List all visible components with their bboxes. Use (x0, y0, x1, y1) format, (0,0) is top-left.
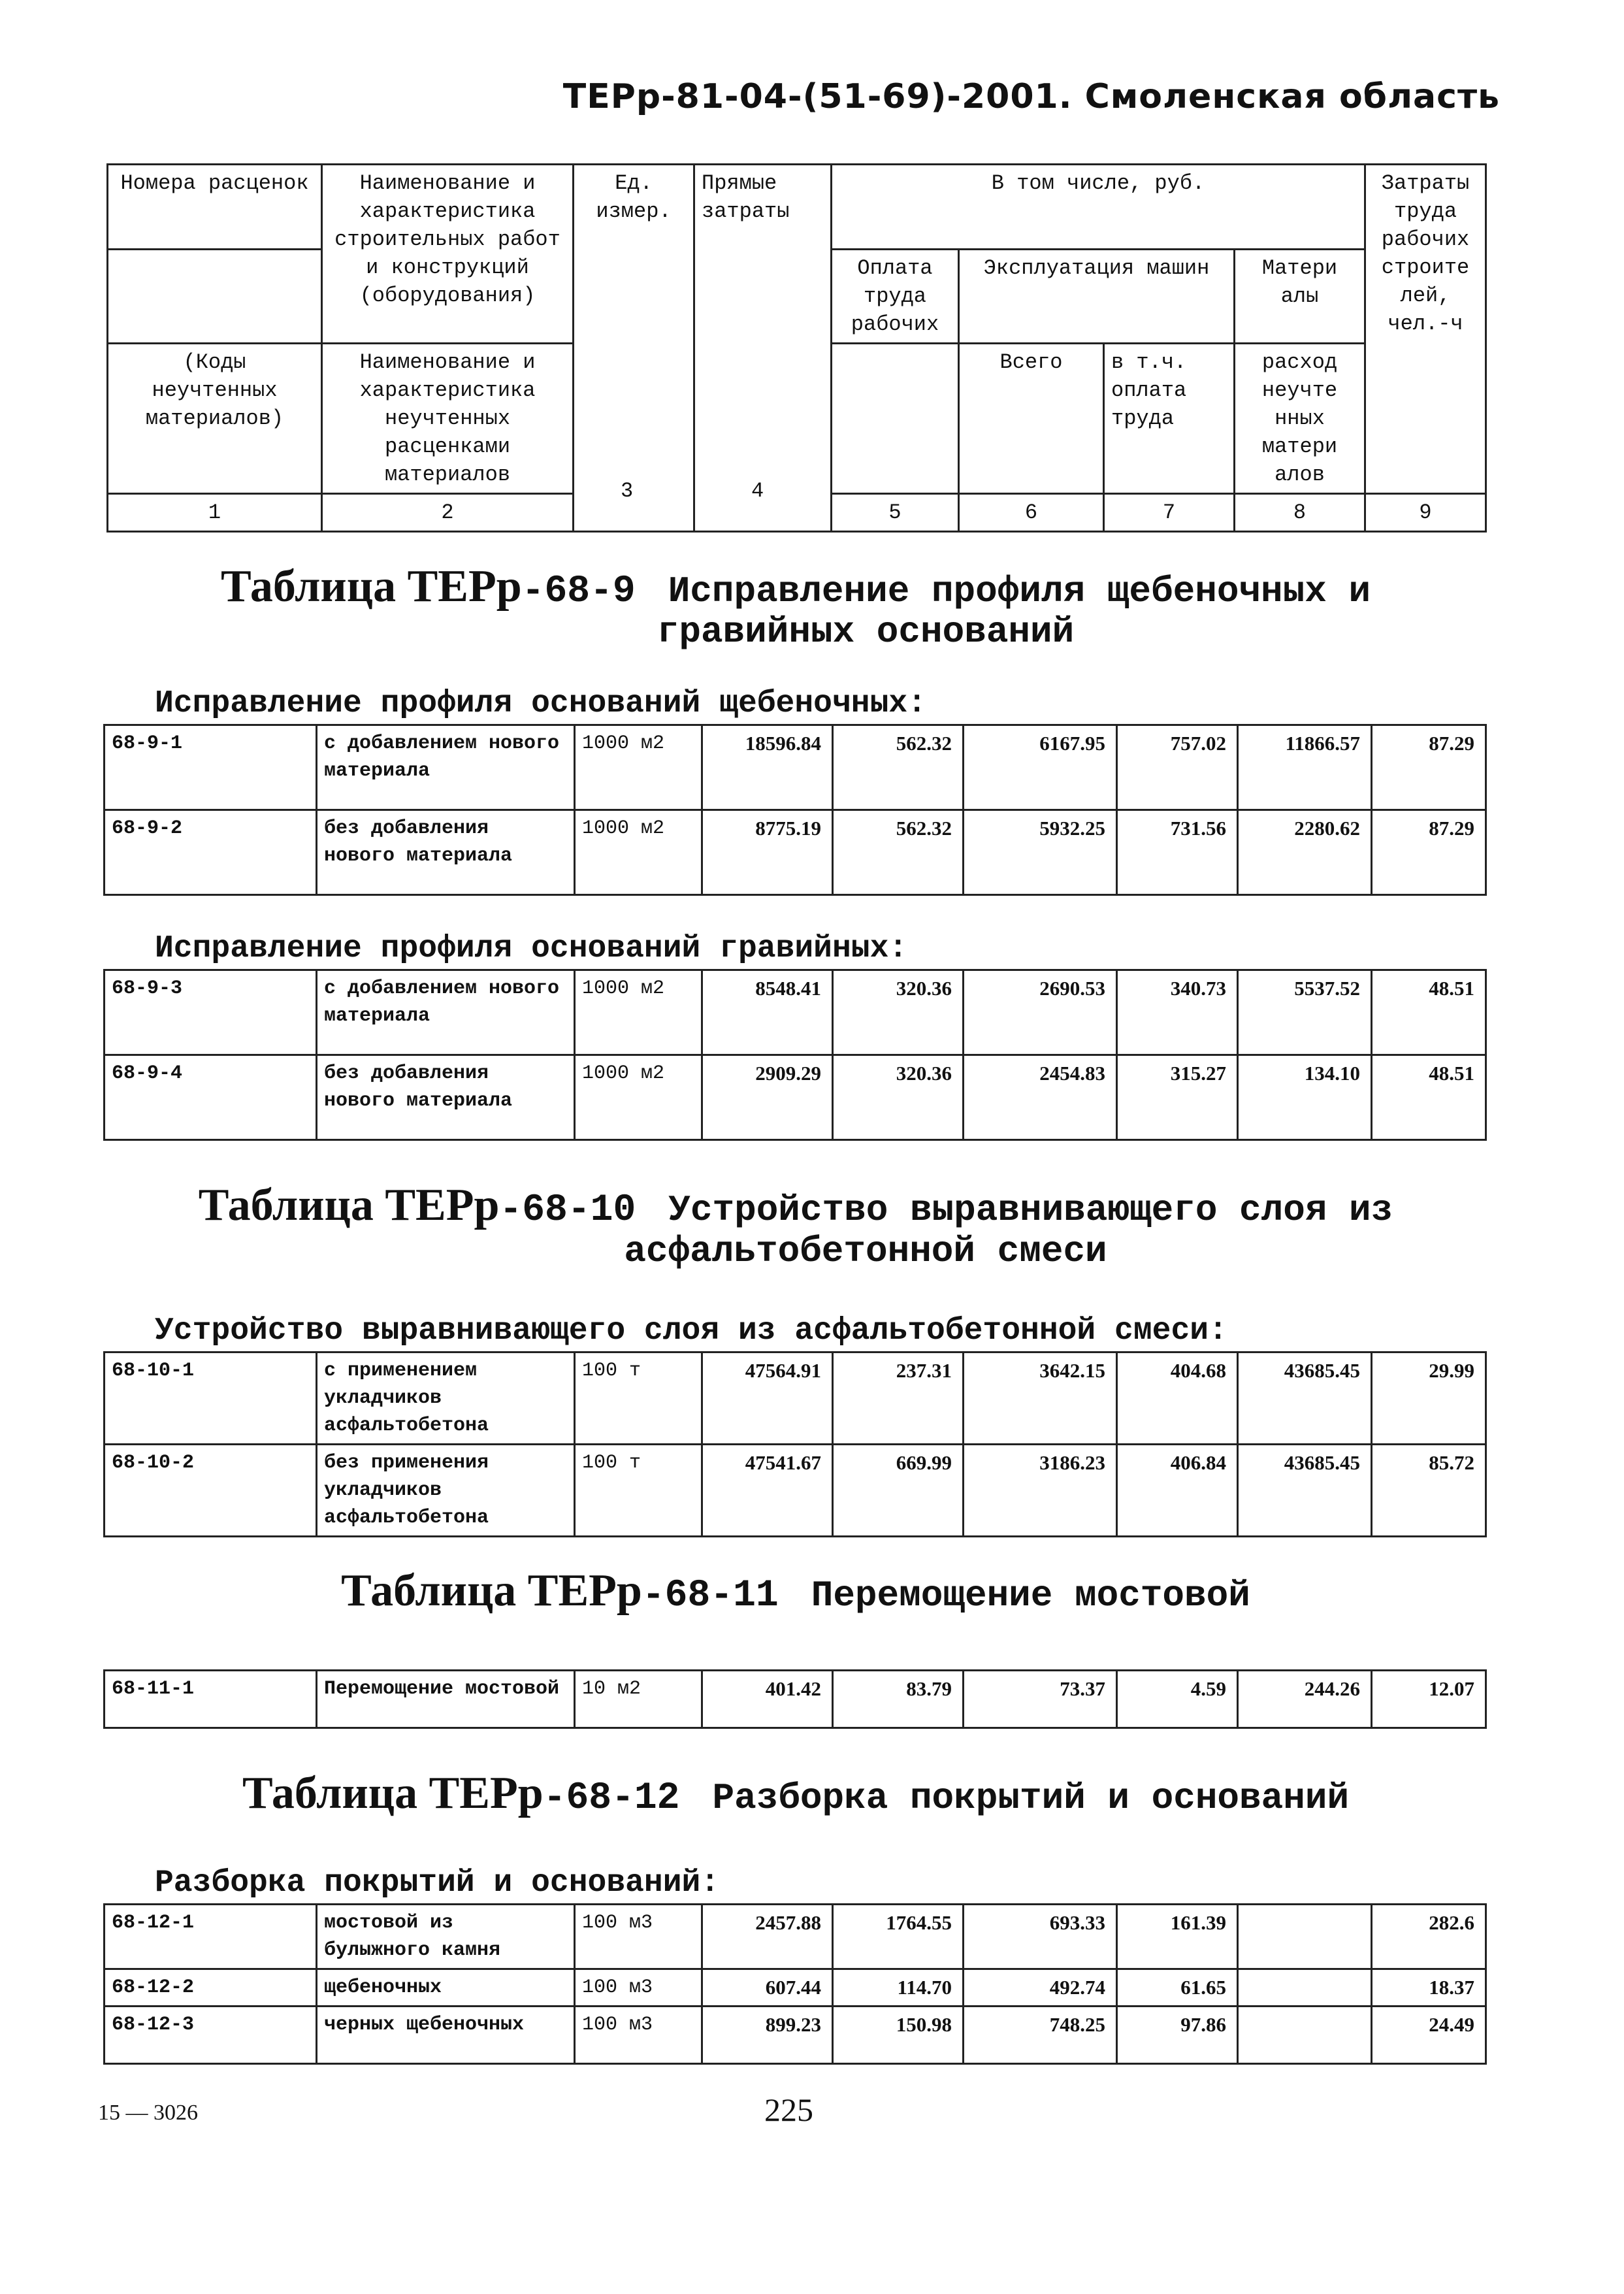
rate-code: 68-11-1 (105, 1671, 317, 1728)
direct-costs: 899.23 (702, 2007, 833, 2064)
rate-unit: 1000 м2 (575, 970, 702, 1055)
machines-labor: 404.68 (1117, 1352, 1238, 1445)
rate-code: 68-12-1 (105, 1905, 317, 1969)
col-header-name: Наименование и характеристика строительных работ и конструкций (оборудования) (322, 165, 574, 344)
col-number-3: 3 (621, 479, 634, 503)
rate-code: 68-10-2 (105, 1445, 317, 1537)
materials: 244.26 (1238, 1671, 1372, 1728)
rate-unit: 1000 м2 (575, 725, 702, 810)
machines-total: 2690.53 (964, 970, 1117, 1055)
labor-hours: 29.99 (1372, 1352, 1486, 1445)
machines-labor: 61.65 (1117, 1969, 1238, 2007)
col-header-labor-hours: Затраты труда рабочих строите лей, чел.-ч (1365, 165, 1486, 494)
col-header-material-usage: расход неучте нных матери алов (1235, 344, 1365, 494)
rate-unit: 100 м3 (575, 1905, 702, 1969)
column-header-table (106, 163, 1487, 533)
table-row (105, 725, 1486, 810)
table-row (105, 970, 1486, 1055)
machines-total: 73.37 (964, 1671, 1117, 1728)
labor-pay: 562.32 (833, 725, 964, 810)
labor-hours: 282.6 (1372, 1905, 1486, 1969)
rate-code: 68-10-1 (105, 1352, 317, 1445)
table-title-68-10: Таблица ТЕРр-68-10 Устройство выравнивающего слоя из (198, 1180, 1393, 1232)
rate-description: без добавления нового материала (317, 1055, 575, 1140)
labor-hours: 87.29 (1372, 810, 1486, 895)
machines-total: 3642.15 (964, 1352, 1117, 1445)
col-header-material-codes: (Коды неучтенных материалов) (108, 344, 322, 494)
col-header-material-name: Наименование и характеристика неучтенных расценками материалов (322, 344, 574, 494)
machines-total: 3186.23 (964, 1445, 1117, 1537)
labor-hours: 87.29 (1372, 725, 1486, 810)
rate-unit: 100 т (575, 1352, 702, 1445)
col-header-direct-costs: Прямые затраты (694, 165, 832, 532)
direct-costs: 2909.29 (702, 1055, 833, 1140)
section-caption: Устройство выравнивающего слоя из асфальтобетонной смеси: (155, 1313, 1227, 1349)
machines-total: 6167.95 (964, 725, 1117, 810)
machines-total: 748.25 (964, 2007, 1117, 2064)
materials: 2280.62 (1238, 810, 1372, 895)
direct-costs: 8548.41 (702, 970, 833, 1055)
col-number: 8 (1235, 494, 1365, 532)
direct-costs: 47564.91 (702, 1352, 833, 1445)
machines-labor: 97.86 (1117, 2007, 1238, 2064)
col-header-rates: Номера расценок (108, 165, 322, 250)
materials (1238, 1969, 1372, 2007)
section-caption: Разборка покрытий и оснований: (155, 1865, 720, 1901)
machines-labor: 4.59 (1117, 1671, 1238, 1728)
table-title-68-10-line2: асфальтобетонной смеси (624, 1230, 1107, 1272)
rate-description: с добавлением нового материала (317, 725, 575, 810)
rate-description: с применением укладчиков асфальтобетона (317, 1352, 575, 1445)
col-header-labor-pay-lower (832, 344, 959, 494)
data-table (103, 969, 1487, 1141)
data-table (103, 1669, 1487, 1729)
labor-pay: 114.70 (833, 1969, 964, 2007)
col-number: 7 (1104, 494, 1235, 532)
table-row (105, 1445, 1486, 1537)
labor-hours: 85.72 (1372, 1445, 1486, 1537)
rate-code: 68-9-1 (105, 725, 317, 810)
col-number-4: 4 (751, 479, 764, 503)
materials: 43685.45 (1238, 1445, 1372, 1537)
rate-unit: 1000 м2 (575, 1055, 702, 1140)
rate-description: Перемощение мостовой (317, 1671, 575, 1728)
rate-unit: 100 м3 (575, 2007, 702, 2064)
col-header-labor-pay: Оплата труда рабочих (832, 250, 959, 344)
rate-unit: 1000 м2 (575, 810, 702, 895)
labor-pay: 320.36 (833, 1055, 964, 1140)
machines-labor: 161.39 (1117, 1905, 1238, 1969)
rate-description: черных щебеночных (317, 2007, 575, 2064)
table-title-68-9-line2: гравийных оснований (657, 611, 1075, 653)
table-row (105, 2007, 1486, 2064)
machines-total: 693.33 (964, 1905, 1117, 1969)
direct-costs: 8775.19 (702, 810, 833, 895)
table-row (105, 1671, 1486, 1728)
materials: 134.10 (1238, 1055, 1372, 1140)
section-caption: Исправление профиля оснований щебеночных: (155, 686, 926, 721)
labor-hours: 48.51 (1372, 1055, 1486, 1140)
labor-pay: 83.79 (833, 1671, 964, 1728)
labor-pay: 237.31 (833, 1352, 964, 1445)
materials: 43685.45 (1238, 1352, 1372, 1445)
materials: 11866.57 (1238, 725, 1372, 810)
table-title-68-9: Таблица ТЕРр-68-9 Исправление профиля щебеночных и (220, 561, 1371, 613)
col-header-rates-lower (108, 250, 322, 344)
rate-code: 68-9-3 (105, 970, 317, 1055)
rate-description: с добавлением нового материала (317, 970, 575, 1055)
data-table (103, 724, 1487, 896)
machines-labor: 757.02 (1117, 725, 1238, 810)
machines-labor: 340.73 (1117, 970, 1238, 1055)
materials (1238, 1905, 1372, 1969)
col-header-materials: Матери алы (1235, 250, 1365, 344)
table-row (105, 1352, 1486, 1445)
table-row (105, 810, 1486, 895)
labor-pay: 669.99 (833, 1445, 964, 1537)
machines-labor: 731.56 (1117, 810, 1238, 895)
direct-costs: 47541.67 (702, 1445, 833, 1537)
col-number: 1 (108, 494, 322, 532)
col-header-machines-labor: в т.ч. оплата труда (1104, 344, 1235, 494)
machines-total: 2454.83 (964, 1055, 1117, 1140)
rate-description: мостовой из булыжного камня (317, 1905, 575, 1969)
page-number: 225 (764, 2091, 813, 2128)
table-row (105, 1969, 1486, 2007)
col-number: 2 (322, 494, 574, 532)
labor-hours: 48.51 (1372, 970, 1486, 1055)
data-table (103, 1903, 1487, 2065)
print-code: 15 — 3026 (98, 2101, 198, 2125)
machines-total: 5932.25 (964, 810, 1117, 895)
rate-description: без применения укладчиков асфальтобетона (317, 1445, 575, 1537)
labor-hours: 18.37 (1372, 1969, 1486, 2007)
col-number: 9 (1365, 494, 1486, 532)
direct-costs: 607.44 (702, 1969, 833, 2007)
rate-code: 68-12-2 (105, 1969, 317, 2007)
labor-hours: 12.07 (1372, 1671, 1486, 1728)
col-number: 6 (959, 494, 1104, 532)
rate-unit: 100 т (575, 1445, 702, 1537)
direct-costs: 401.42 (702, 1671, 833, 1728)
machines-total: 492.74 (964, 1969, 1117, 2007)
labor-hours: 24.49 (1372, 2007, 1486, 2064)
table-title-68-11: Таблица ТЕРр-68-11 Перемощение мостовой (341, 1565, 1250, 1617)
direct-costs: 18596.84 (702, 725, 833, 810)
machines-labor: 315.27 (1117, 1055, 1238, 1140)
table-title-68-12: Таблица ТЕРр-68-12 Разборка покрытий и оснований (242, 1768, 1350, 1820)
labor-pay: 150.98 (833, 2007, 964, 2064)
section-caption: Исправление профиля оснований гравийных: (155, 931, 908, 966)
col-header-including: В том числе, руб. (832, 165, 1365, 250)
direct-costs: 2457.88 (702, 1905, 833, 1969)
col-header-unit: Ед. измер. (574, 165, 694, 532)
table-row (105, 1905, 1486, 1969)
col-header-machines: Эксплуатация машин (959, 250, 1235, 344)
materials (1238, 2007, 1372, 2064)
table-row (105, 1055, 1486, 1140)
col-number: 5 (832, 494, 959, 532)
labor-pay: 562.32 (833, 810, 964, 895)
rate-code: 68-12-3 (105, 2007, 317, 2064)
rate-code: 68-9-2 (105, 810, 317, 895)
rate-description: щебеночных (317, 1969, 575, 2007)
rate-unit: 100 м3 (575, 1969, 702, 2007)
rate-description: без добавления нового материала (317, 810, 575, 895)
data-table (103, 1351, 1487, 1537)
running-head: ТЕРр-81-04-(51-69)-2001. Смоленская область (562, 77, 1500, 116)
labor-pay: 1764.55 (833, 1905, 964, 1969)
rate-unit: 10 м2 (575, 1671, 702, 1728)
materials: 5537.52 (1238, 970, 1372, 1055)
col-header-machines-total: Всего (959, 344, 1104, 494)
machines-labor: 406.84 (1117, 1445, 1238, 1537)
labor-pay: 320.36 (833, 970, 964, 1055)
rate-code: 68-9-4 (105, 1055, 317, 1140)
